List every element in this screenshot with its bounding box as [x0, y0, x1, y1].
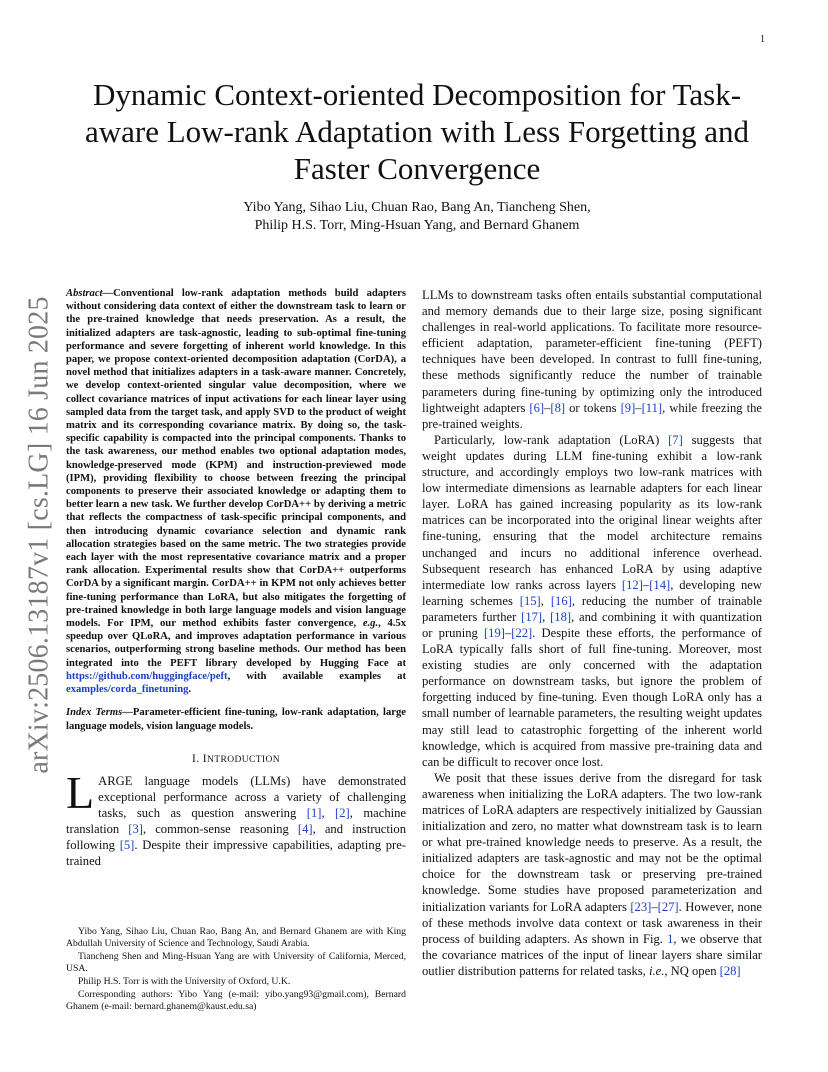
figure-ref[interactable]: 1	[667, 931, 674, 946]
body-text: ,	[540, 593, 551, 608]
section-heading-introduction	[66, 753, 406, 765]
footnote-affiliation-ucmerced: Tiancheng Shen and Ming-Hsuan Yang are with University of California, Merced, USA.	[66, 951, 406, 974]
footnote-affiliation-kaust: Yibo Yang, Sihao Liu, Chuan Rao, Bang An, and Bernard Ghanem are with King Abdullah University of Science and Technology, Saudi Arabia.	[66, 926, 406, 949]
abstract-text: —Conventional low-rank adaptation methods build adapters without considering data context of either the downstream task to learn or the pre-trained knowledge that needs preservation. As a result, the initialized adapters are task-agnostic, leading to sub-optimal fine-tuning performance and severe forgetting of inherent world knowledge. In this paper, we propose context-oriented decomposition adaptation (CorDA), a novel method that initializes adapters in a task-aware manner. Concretely, we develop context-oriented singular value decomposition, where we collect covariance matrices of input activations for each linear layer using sampled data from the target task, and apply SVD to the product of weight matrix and its corresponding covariance matrix. By doing so, the task-specific capability is compacted into the principal components. Thanks to the task awareness, our method enables two optional adaptation modes, knowledge-preserved mode (KPM) and instruction-previewed mode (IPM), providing flexibility to choose between freezing the principal components to preserve their associated knowledge or adapting them to better learn a new task. We further develop CorDA++ by deriving a metric that reflects the compactness of task-specific principal components, and then introducing dynamic covariance selection and dynamic rank allocation strategies based on the same metric. The two strategies provide each layer with the most representative covariance matrix and a proper rank allocation. Experimental results show that CorDA++ outperforms CorDA by a significant margin. CorDA++ in KPM not only achieves better fine-tuning performance than LoRA, but also mitigates the forgetting of pre-trained knowledge in both large language models and vision language models. For IPM, our method exhibits faster convergence,	[66, 288, 406, 630]
body-text: , reducing the number of trainable parameters further	[422, 593, 763, 624]
body-paragraph-3	[422, 770, 762, 979]
section-heading-rest: NTRODUCTION	[207, 754, 281, 765]
body-text: –	[651, 899, 658, 914]
citation-ref[interactable]: [11]	[641, 400, 663, 415]
citation-ref[interactable]: [8]	[550, 400, 566, 415]
body-text: Particularly, low-rank adaptation (LoRA)	[434, 432, 669, 447]
body-paragraph-2	[422, 432, 762, 770]
section-heading-num: I. I	[191, 752, 207, 765]
body-text: –	[642, 577, 650, 592]
right-column	[422, 287, 762, 979]
abstract-text-3: , with available examples at	[227, 670, 406, 682]
body-text-ie: i.e.	[648, 963, 665, 978]
intro-text-b: ,	[321, 805, 336, 820]
citation-ref[interactable]: [14]	[649, 577, 671, 592]
citation-ref[interactable]: [17]	[521, 609, 543, 624]
citation-ref[interactable]: [5]	[119, 838, 135, 853]
body-text: ,	[542, 609, 551, 624]
citation-ref[interactable]: [16]	[550, 593, 572, 608]
body-text: –	[544, 400, 551, 415]
intro-text-d: , common-sense reasoning	[142, 821, 298, 836]
citation-ref[interactable]: [9]	[620, 400, 636, 415]
citation-ref[interactable]: [23]	[630, 899, 652, 914]
abstract	[66, 287, 406, 696]
citation-ref[interactable]: [1]	[306, 805, 322, 820]
citation-ref[interactable]: [18]	[550, 609, 572, 624]
citation-ref[interactable]: [27]	[657, 899, 679, 914]
abstract-text-2: , 4.5x speedup over QLoRA, and improves adaptation performance in various scenarios, outperforming strong baseline methods. Our method has been integrated into the PEFT library developed by Hugging Face at	[66, 618, 406, 669]
body-text: –	[635, 400, 642, 415]
abstract-lead: Abstract	[66, 288, 103, 299]
citation-ref[interactable]: [22]	[511, 625, 533, 640]
drop-cap: L	[66, 766, 95, 818]
peft-repo-link[interactable]: https://github.com/huggingface/peft	[66, 670, 228, 682]
arxiv-stamp-text: arXiv:2506.13187v1 [cs.LG] 16 Jun 2025	[24, 296, 56, 774]
body-text: , developing new learning schemes	[422, 577, 762, 608]
intro-text-c: , machine translation	[66, 805, 406, 836]
citation-ref[interactable]: [7]	[668, 432, 683, 447]
intro-text-e: , and instruction following	[66, 821, 406, 853]
footnote-affiliation-oxford: Philip H.S. Torr is with the University of Oxford, U.K.	[78, 976, 291, 987]
body-paragraph-1	[422, 287, 762, 432]
intro-text-f: . Despite their impressive capabilities, adapting pre-trained	[66, 838, 406, 869]
citation-ref[interactable]: [3]	[128, 821, 143, 836]
authors-line-1: Yibo Yang, Sihao Liu, Chuan Rao, Bang An, Tiancheng Shen,	[243, 200, 591, 215]
left-column	[66, 287, 406, 869]
body-text: suggests that weight updates during LLM fine-tuning exhibit a low-rank structure, and accordingly employs two low-rank matrices with low intermediate dimensions as learnable adapters for each linear layer. LoRA has gained increasing popularity as its low-rank matrices can be incorporated into the original linear weights after fine-tuning, ensuring that the model architecture remains unchanged and incurs no additional inference overhead. Subsequent research has enhanced LoRA by using adaptive intermediate low ranks across layers	[422, 432, 762, 592]
footnotes	[66, 926, 406, 1014]
author-list	[70, 199, 764, 235]
index-terms-text: —Parameter-efficient fine-tuning, low-rank adaptation, large language models, vision language models.	[66, 707, 406, 732]
abstract-eg: e.g.	[362, 618, 379, 630]
footnote-corresponding-authors: Corresponding authors: Yibo Yang (e-mail: yibo.yang93@gmail.com), Bernard Ghanem (e-mail: bernard.ghanem@kaust.edu.sa)	[66, 989, 406, 1012]
page-number: 1	[760, 34, 765, 45]
index-terms	[66, 706, 406, 732]
citation-ref[interactable]: [15]	[519, 593, 541, 608]
body-text: –	[504, 625, 512, 640]
body-text: We posit that these issues derive from the disregard for task awareness when initializing the LoRA adapters. The two low-rank matrices of LoRA adapters are respectively initialized by Gaussian initialization and zero, no matter what downstream task is to learn or what pre-trained knowledge needs to preserve. As a result, the initialized adapters are task-agnostic and may not be the optimal choice for the downstream task or preserving pre-trained knowledge. Some studies have proposed parameterization and initialization variants for LoRA adapters	[422, 770, 762, 914]
body-text: , we observe that the covariance matrices of the input of linear layers share similar outlier distribution patterns for related tasks,	[422, 931, 762, 978]
citation-ref[interactable]: [19]	[483, 625, 505, 640]
body-text: LLMs to downstream tasks often entails substantial computational and memory demands due to their large size, posing significant challenges in real-world applications. To facilitate more resource-efficient adaptation, parameter-efficient fine-tuning (PEFT) techniques have been developed. In contrast to fulll fine-tuning, these methods significantly reduce the number of trainable parameters during fine-tuning by optimizing only the introduced lightweight adapters	[422, 288, 762, 415]
body-text: , and combining it with quantization or pruning	[422, 609, 762, 640]
citation-ref[interactable]: [2]	[335, 805, 350, 820]
citation-ref[interactable]: [6]	[529, 400, 545, 415]
citation-ref[interactable]: [12]	[621, 577, 643, 592]
body-text: . Despite these efforts, the performance of LoRA typically falls short of full fine-tuning. Moreover, most existing studies are only concerned with the adaptation performance on downstream tasks, but ignore the problem of forgetting induced by fine-tuning. Even though LoRA only has a small number of learnable parameters, the resulting weight updates may still lead to catastrophic forgetting of the inherent world knowledge, which is acquired from massive pre-training data and can be difficult to recover once lost.	[422, 625, 762, 769]
citation-ref[interactable]: [28]	[719, 963, 741, 978]
body-text: , while freezing the pre-trained weights.	[422, 400, 762, 431]
arxiv-stamp	[20, 296, 60, 774]
paper-title: Dynamic Context-oriented Decomposition for Task-aware Low-rank Adaptation with Less Forgetting and Faster Convergence	[84, 77, 750, 186]
corda-examples-link[interactable]: examples/corda_finetuning	[66, 684, 189, 696]
intro-text-a: ARGE language models (LLMs) have demonstrated exceptional performance across a variety of challenging tasks, such as question answering	[98, 773, 406, 820]
body-text: . However, none of these methods involve data context or task awareness in their process of building adapters. As shown in Fig.	[422, 899, 762, 946]
intro-paragraph	[66, 766, 406, 870]
abstract-text-4: .	[188, 684, 192, 696]
body-text: , NQ open	[664, 963, 720, 978]
citation-ref[interactable]: [4]	[297, 821, 313, 836]
body-text: or tokens	[565, 400, 621, 415]
index-terms-lead: Index Terms	[66, 707, 123, 719]
authors-line-2: Philip H.S. Torr, Ming-Hsuan Yang, and Bernard Ghanem	[254, 218, 580, 233]
